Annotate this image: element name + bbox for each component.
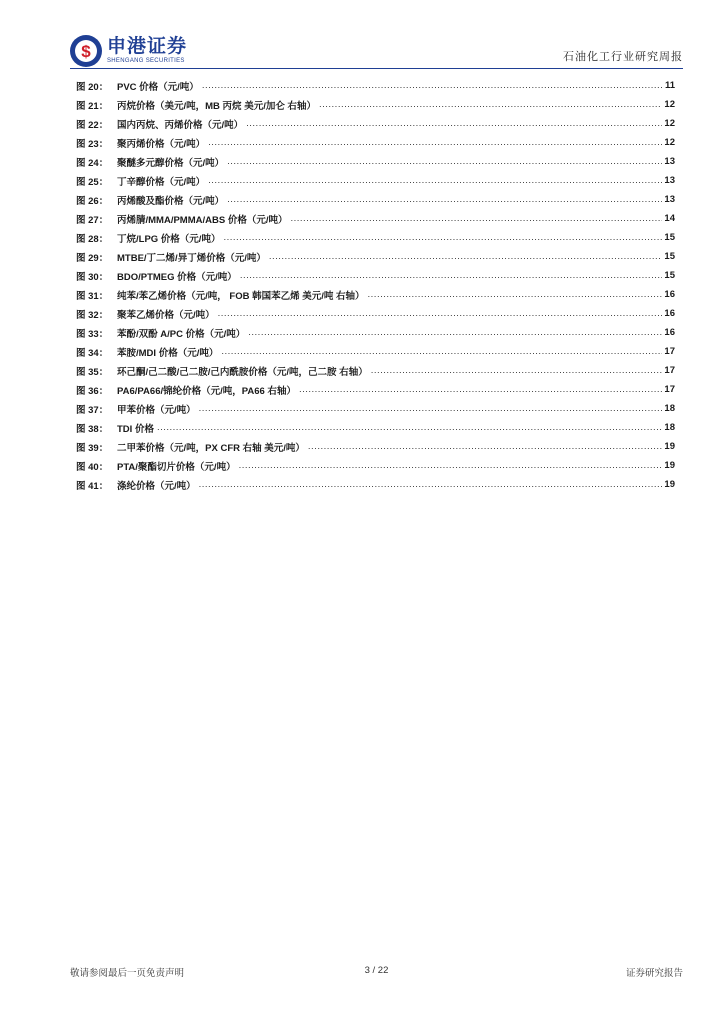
- toc-leader-dots: [199, 479, 663, 490]
- company-logo: [70, 34, 187, 68]
- toc-page-number: 19: [664, 441, 675, 452]
- toc-figure-title: 聚醚多元醇价格（元/吨）: [117, 157, 225, 169]
- toc-page-number: 18: [664, 422, 675, 433]
- logo-name-cn: 申港证券: [107, 36, 188, 57]
- toc-leader-dots: [223, 232, 662, 243]
- toc-leader-dots: [368, 289, 663, 300]
- toc-figure-number: 图 38：: [76, 423, 109, 435]
- toc-figure-number: 图 31：: [76, 290, 109, 302]
- toc-leader-dots: [239, 460, 663, 471]
- toc-figure-number: 图 37：: [76, 404, 109, 416]
- toc-figure-number: 图 21：: [76, 100, 109, 112]
- toc-leader-dots: [221, 346, 662, 357]
- toc-figure-title: 聚苯乙烯价格（元/吨）: [117, 309, 215, 321]
- toc-leader-dots: [246, 118, 662, 129]
- toc-entry[interactable]: [76, 266, 675, 285]
- toc-entry[interactable]: [76, 342, 675, 361]
- toc-figure-title: 甲苯价格（元/吨）: [117, 404, 196, 416]
- logo-emblem-icon: $: [70, 35, 102, 67]
- toc-figure-number: 图 39：: [76, 442, 109, 454]
- toc-entry[interactable]: [76, 76, 675, 95]
- toc-page-number: 15: [664, 270, 675, 281]
- report-type: 石油化工行业研究周报: [563, 50, 683, 63]
- toc-entry[interactable]: [76, 361, 675, 380]
- toc-figure-number: 图 36：: [76, 385, 109, 397]
- toc-figure-title: PA6/PA66/锦纶价格（元/吨，PA66 右轴）: [117, 385, 296, 397]
- toc-entry[interactable]: [76, 323, 675, 342]
- toc-entry[interactable]: [76, 437, 675, 456]
- toc-figure-title: 丙烯酸及酯价格（元/吨）: [117, 195, 225, 207]
- toc-figure-title: TDI 价格: [117, 423, 154, 435]
- toc-figure-title: 苯胺/MDI 价格（元/吨）: [117, 347, 219, 359]
- disclaimer-note: 敬请参阅最后一页免责声明: [70, 968, 185, 979]
- toc-leader-dots: [248, 327, 662, 338]
- figure-list: [76, 76, 675, 494]
- toc-figure-number: 图 32：: [76, 309, 109, 321]
- toc-page-number: 16: [664, 327, 675, 338]
- toc-entry[interactable]: [76, 228, 675, 247]
- toc-page-number: 13: [664, 156, 675, 167]
- toc-entry[interactable]: [76, 114, 675, 133]
- toc-figure-number: 图 27：: [76, 214, 109, 226]
- toc-figure-number: 图 30：: [76, 271, 109, 283]
- toc-page-number: 13: [664, 194, 675, 205]
- toc-leader-dots: [269, 251, 663, 262]
- toc-page-number: 15: [664, 232, 675, 243]
- toc-figure-title: 丁辛醇价格（元/吨）: [117, 176, 206, 188]
- toc-entry[interactable]: [76, 247, 675, 266]
- toc-figure-number: 图 41：: [76, 480, 109, 492]
- toc-figure-title: 丙烯腈/MMA/PMMA/ABS 价格（元/吨）: [117, 214, 288, 226]
- toc-entry[interactable]: [76, 152, 675, 171]
- toc-figure-number: 图 40：: [76, 461, 109, 473]
- header-divider: [70, 68, 683, 69]
- toc-figure-number: 图 26：: [76, 195, 109, 207]
- toc-page-number: 16: [664, 289, 675, 300]
- toc-entry[interactable]: [76, 190, 675, 209]
- toc-leader-dots: [240, 270, 663, 281]
- toc-page-number: 13: [664, 175, 675, 186]
- toc-page-number: 19: [664, 460, 675, 471]
- toc-leader-dots: [319, 99, 662, 110]
- toc-page-number: 15: [664, 251, 675, 262]
- toc-leader-dots: [218, 308, 663, 319]
- toc-page-number: 16: [664, 308, 675, 319]
- toc-figure-title: PVC 价格（元/吨）: [117, 81, 199, 93]
- toc-entry[interactable]: [76, 171, 675, 190]
- toc-figure-title: 纯苯/苯乙烯价格（元/吨， FOB 韩国苯乙烯 美元/吨 右轴）: [117, 290, 365, 302]
- toc-page-number: 17: [664, 346, 675, 357]
- toc-figure-title: BDO/PTMEG 价格（元/吨）: [117, 271, 237, 283]
- toc-page-number: 18: [664, 403, 675, 414]
- toc-figure-number: 图 20：: [76, 81, 109, 93]
- toc-page-number: 11: [664, 80, 675, 91]
- toc-figure-title: 涤纶价格（元/吨）: [117, 480, 196, 492]
- toc-entry[interactable]: [76, 456, 675, 475]
- toc-page-number: 17: [664, 365, 675, 376]
- toc-entry[interactable]: [76, 209, 675, 228]
- toc-entry[interactable]: [76, 285, 675, 304]
- page-header: [70, 34, 683, 68]
- toc-page-number: 14: [664, 213, 675, 224]
- toc-figure-number: 图 33：: [76, 328, 109, 340]
- toc-figure-title: 环己酮/己二酸/己二胺/己内酰胺价格（元/吨，己二胺 右轴）: [117, 366, 368, 378]
- toc-page-number: 19: [664, 479, 675, 490]
- logo-name-en: SHENGANG SECURITIES: [107, 58, 185, 64]
- toc-leader-dots: [371, 365, 663, 376]
- toc-entry[interactable]: [76, 95, 675, 114]
- toc-page-number: 17: [664, 384, 675, 395]
- toc-entry[interactable]: [76, 133, 675, 152]
- toc-leader-dots: [299, 384, 662, 395]
- toc-entry[interactable]: [76, 399, 675, 418]
- toc-figure-number: 图 25：: [76, 176, 109, 188]
- toc-page-number: 12: [664, 118, 675, 129]
- toc-entry[interactable]: [76, 304, 675, 323]
- toc-leader-dots: [199, 403, 663, 414]
- toc-leader-dots: [227, 194, 662, 205]
- toc-leader-dots: [202, 80, 663, 91]
- page-footer: [70, 965, 683, 979]
- toc-figure-title: 丙烷价格（美元/吨，MB 丙烷 美元/加仑 右轴）: [117, 100, 316, 112]
- toc-figure-number: 图 24：: [76, 157, 109, 169]
- toc-leader-dots: [227, 156, 662, 167]
- toc-figure-title: 丁烷/LPG 价格（元/吨）: [117, 233, 221, 245]
- toc-leader-dots: [208, 137, 662, 148]
- toc-figure-number: 图 29：: [76, 252, 109, 264]
- toc-leader-dots: [308, 441, 663, 452]
- toc-figure-number: 图 34：: [76, 347, 109, 359]
- toc-leader-dots: [208, 175, 662, 186]
- toc-figure-title: 苯酚/双酚 A/PC 价格（元/吨）: [117, 328, 246, 340]
- toc-figure-number: 图 28：: [76, 233, 109, 245]
- toc-figure-title: 国内丙烷、丙烯价格（元/吨）: [117, 119, 244, 131]
- toc-leader-dots: [290, 213, 662, 224]
- toc-page-number: 12: [664, 99, 675, 110]
- toc-entry[interactable]: [76, 380, 675, 399]
- report-category: 证券研究报告: [625, 968, 683, 979]
- toc-figure-number: 图 22：: [76, 119, 109, 131]
- toc-figure-number: 图 35：: [76, 366, 109, 378]
- toc-figure-number: 图 23：: [76, 138, 109, 150]
- toc-entry[interactable]: [76, 418, 675, 437]
- toc-figure-title: MTBE/丁二烯/异丁烯价格（元/吨）: [117, 252, 266, 264]
- toc-figure-title: 二甲苯价格（元/吨，PX CFR 右轴 美元/吨）: [117, 442, 305, 454]
- page-number: 3 / 22: [364, 965, 389, 976]
- toc-leader-dots: [157, 422, 662, 433]
- toc-figure-title: 聚丙烯价格（元/吨）: [117, 138, 206, 150]
- toc-page-number: 12: [664, 137, 675, 148]
- toc-entry[interactable]: [76, 475, 675, 494]
- toc-figure-title: PTA/聚酯切片价格（元/吨）: [117, 461, 236, 473]
